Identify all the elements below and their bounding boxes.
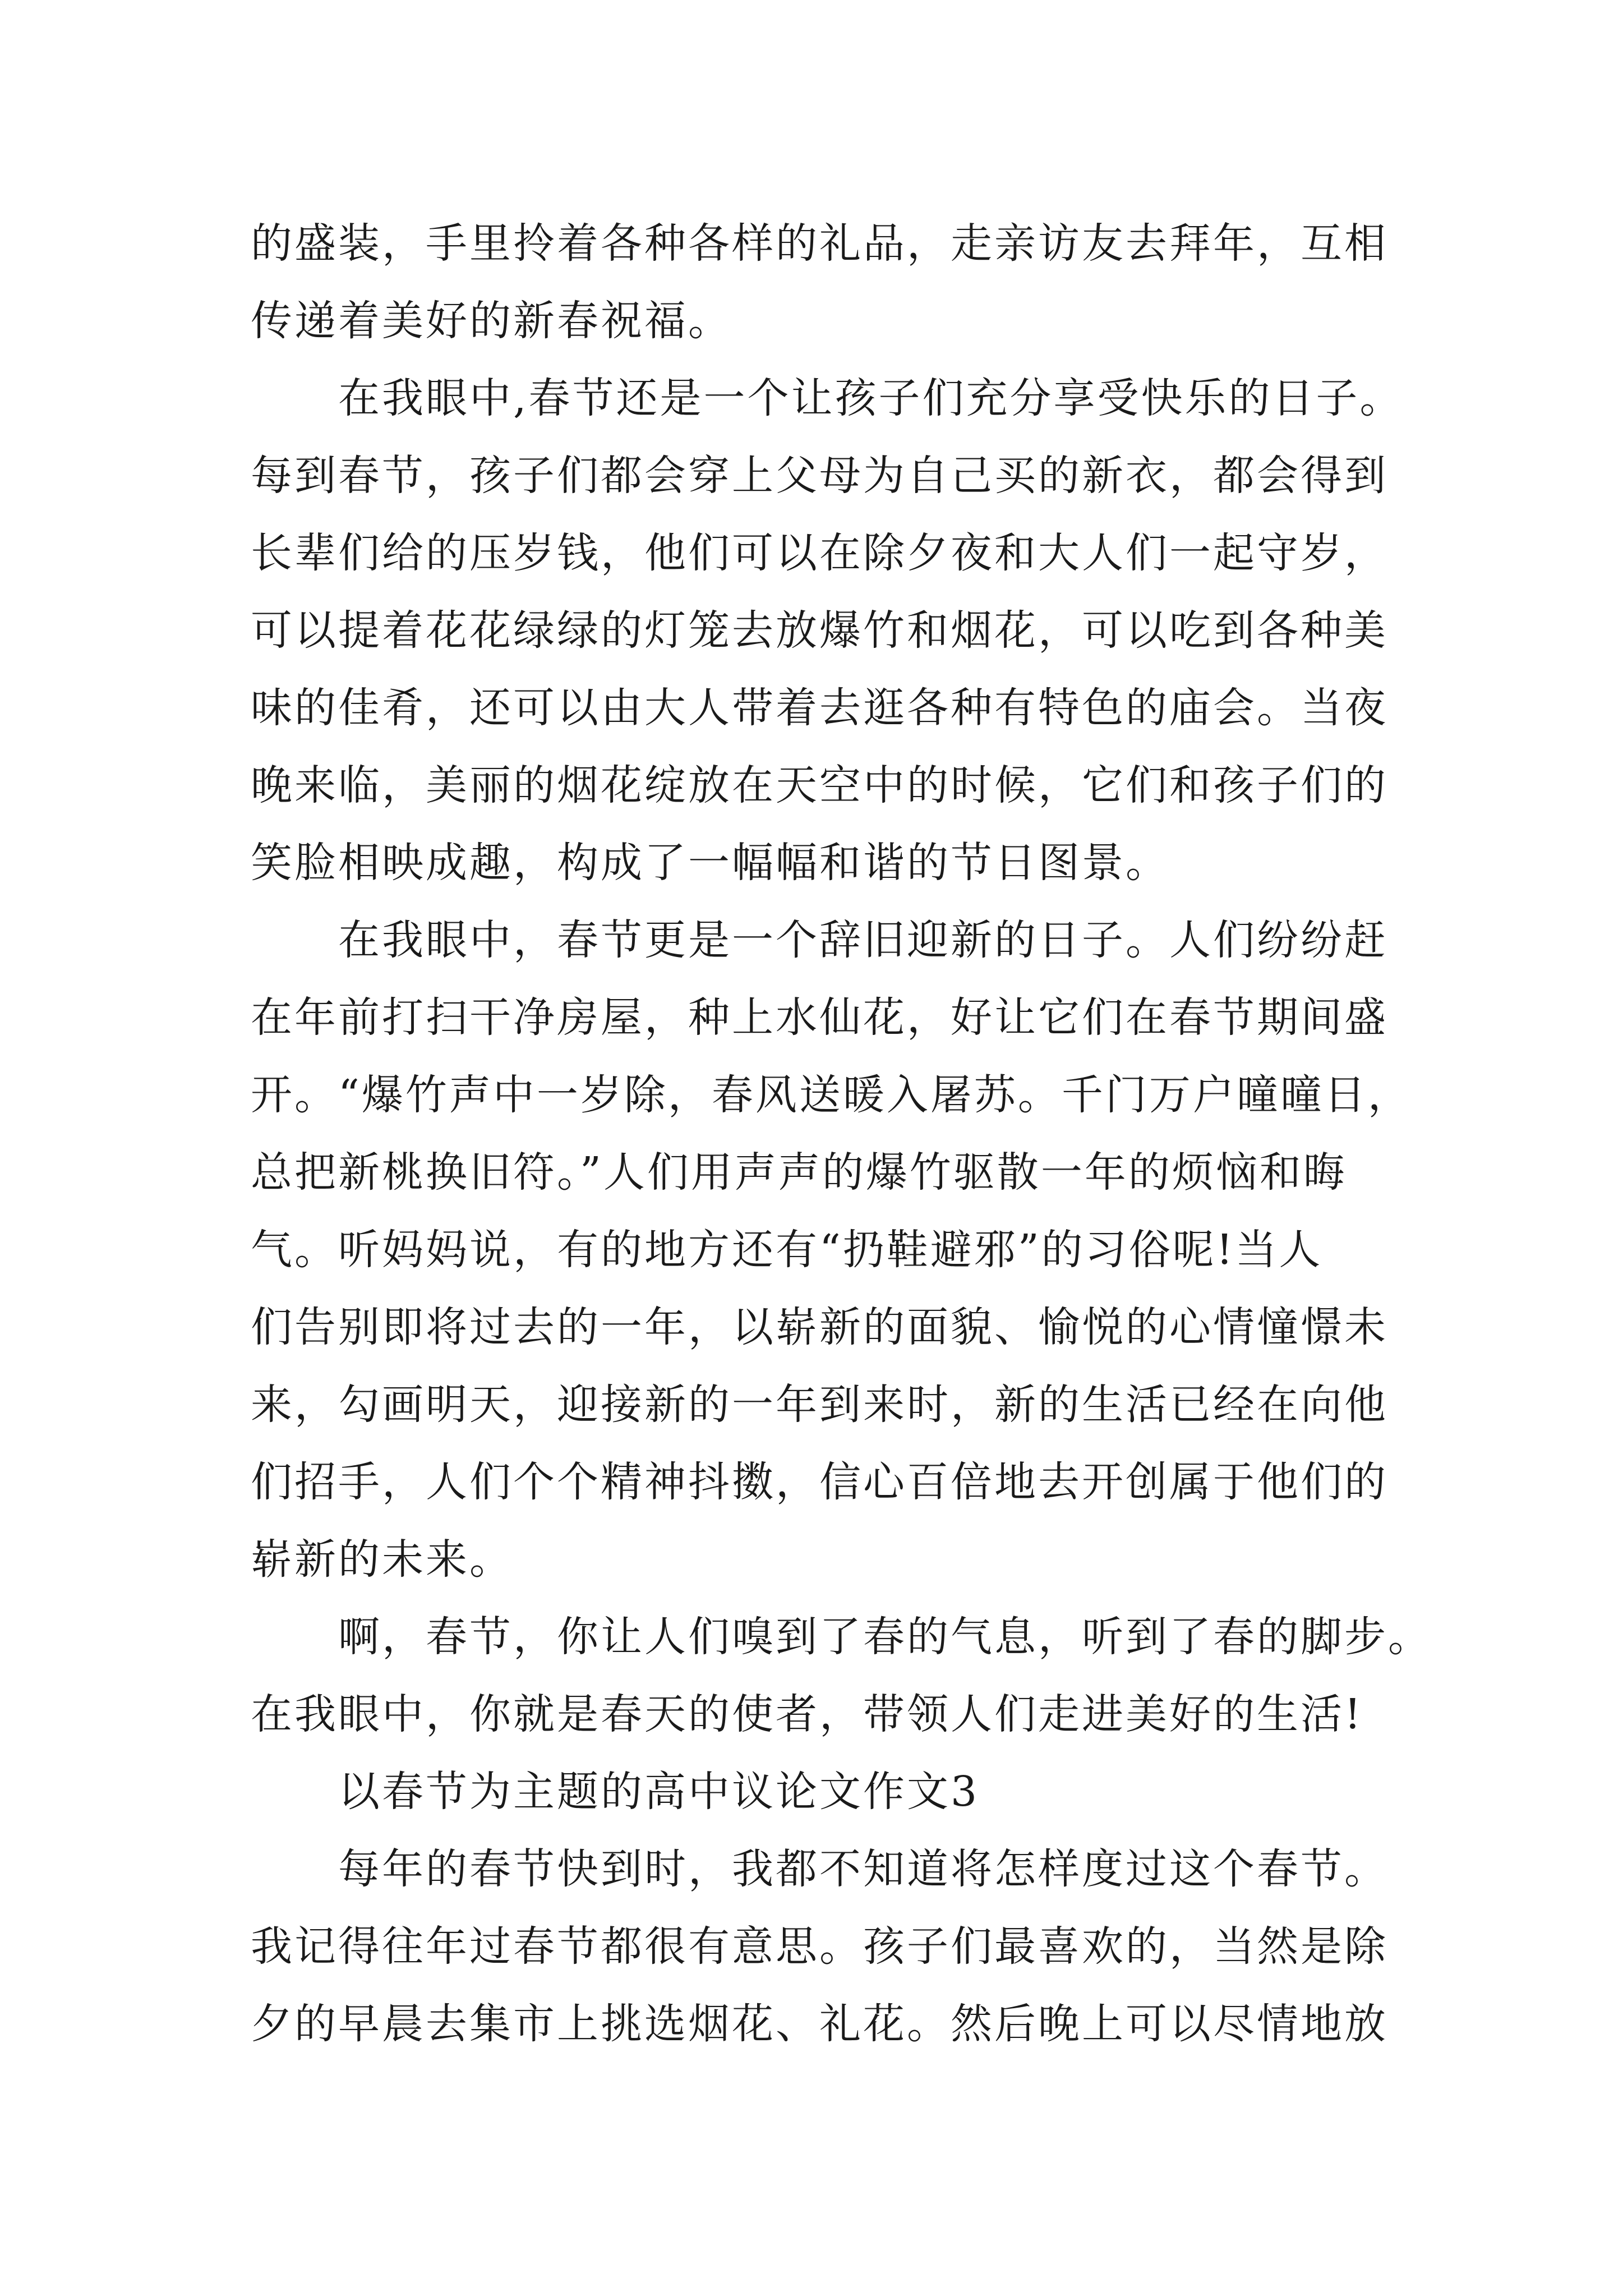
text-line: 们招手，人们个个精神抖擞，信心百倍地去开创属于他们的 [251, 1458, 1388, 1506]
text-line: 在我眼中,春节还是一个让孩子们充分享受快乐的日子。 [338, 374, 1404, 422]
text-line: 每到春节，孩子们都会穿上父母为自己买的新衣，都会得到 [251, 452, 1388, 500]
text-line: 啊，春节，你让人们嗅到了春的气息，听到了春的脚步。 [338, 1613, 1432, 1661]
text-line: 的盛装，手里拎着各种各样的礼品，走亲访友去拜年，互相 [251, 219, 1388, 268]
paragraph [251, 1830, 1484, 2063]
paragraph [251, 360, 1484, 901]
text-line: 笑脸相映成趣，构成了一幅幅和谐的节日图景。 [251, 839, 1169, 887]
text-line: 在我眼中，你就是春天的使者，带领人们走进美好的生活! [251, 1690, 1363, 1738]
text-line: 崭新的未来。 [251, 1535, 513, 1584]
text-line: 总把新桃换旧符。”人们用声声的爆竹驱散一年的烦恼和晦 [251, 1148, 1347, 1197]
text-line: 可以提着花花绿绿的灯笼去放爆竹和烟花，可以吃到各种美 [251, 606, 1388, 655]
text-line: 气。听妈妈说，有的地方还有“扔鞋避邪”的习俗呢!当人 [251, 1226, 1323, 1274]
text-line: 长辈们给的压岁钱，他们可以在除夕夜和大人们一起守岁， [251, 529, 1388, 577]
paragraph-continuation [251, 205, 1484, 360]
text-line: 们告别即将过去的一年，以崭新的面貌、愉悦的心情憧憬未 [251, 1303, 1388, 1351]
text-line: 在年前打扫干净房屋，种上水仙花，好让它们在春节期间盛 [251, 993, 1388, 1042]
text-line: 传递着美好的新春祝福。 [251, 297, 732, 345]
text-line: 我记得往年过春节都很有意思。孩子们最喜欢的，当然是除 [251, 1922, 1388, 1971]
text-line: 每年的春节快到时，我都不知道将怎样度过这个春节。 [338, 1845, 1388, 1893]
text-line: 晚来临，美丽的烟花绽放在天空中的时候，它们和孩子们的 [251, 761, 1388, 809]
section-heading-text: 以春节为主题的高中议论文作文3 [338, 1768, 980, 1816]
text-line: 来，勾画明天，迎接新的一年到来时，新的生活已经在向他 [251, 1381, 1388, 1429]
paragraph [251, 901, 1484, 1598]
text-line: 在我眼中，春节更是一个辞旧迎新的日子。人们纷纷赶 [338, 916, 1388, 964]
text-line: 味的佳肴，还可以由大人带着去逛各种有特色的庙会。当夜 [251, 684, 1388, 732]
text-line: 夕的早晨去集市上挑选烟花、礼花。然后晚上可以尽情地放 [251, 2000, 1388, 2048]
document-body [251, 205, 1484, 2063]
paragraph [251, 1598, 1484, 1753]
text-line: 开。“爆竹声中一岁除，春风送暖入屠苏。千门万户曈曈日， [251, 1071, 1412, 1119]
section-heading [251, 1753, 1484, 1830]
